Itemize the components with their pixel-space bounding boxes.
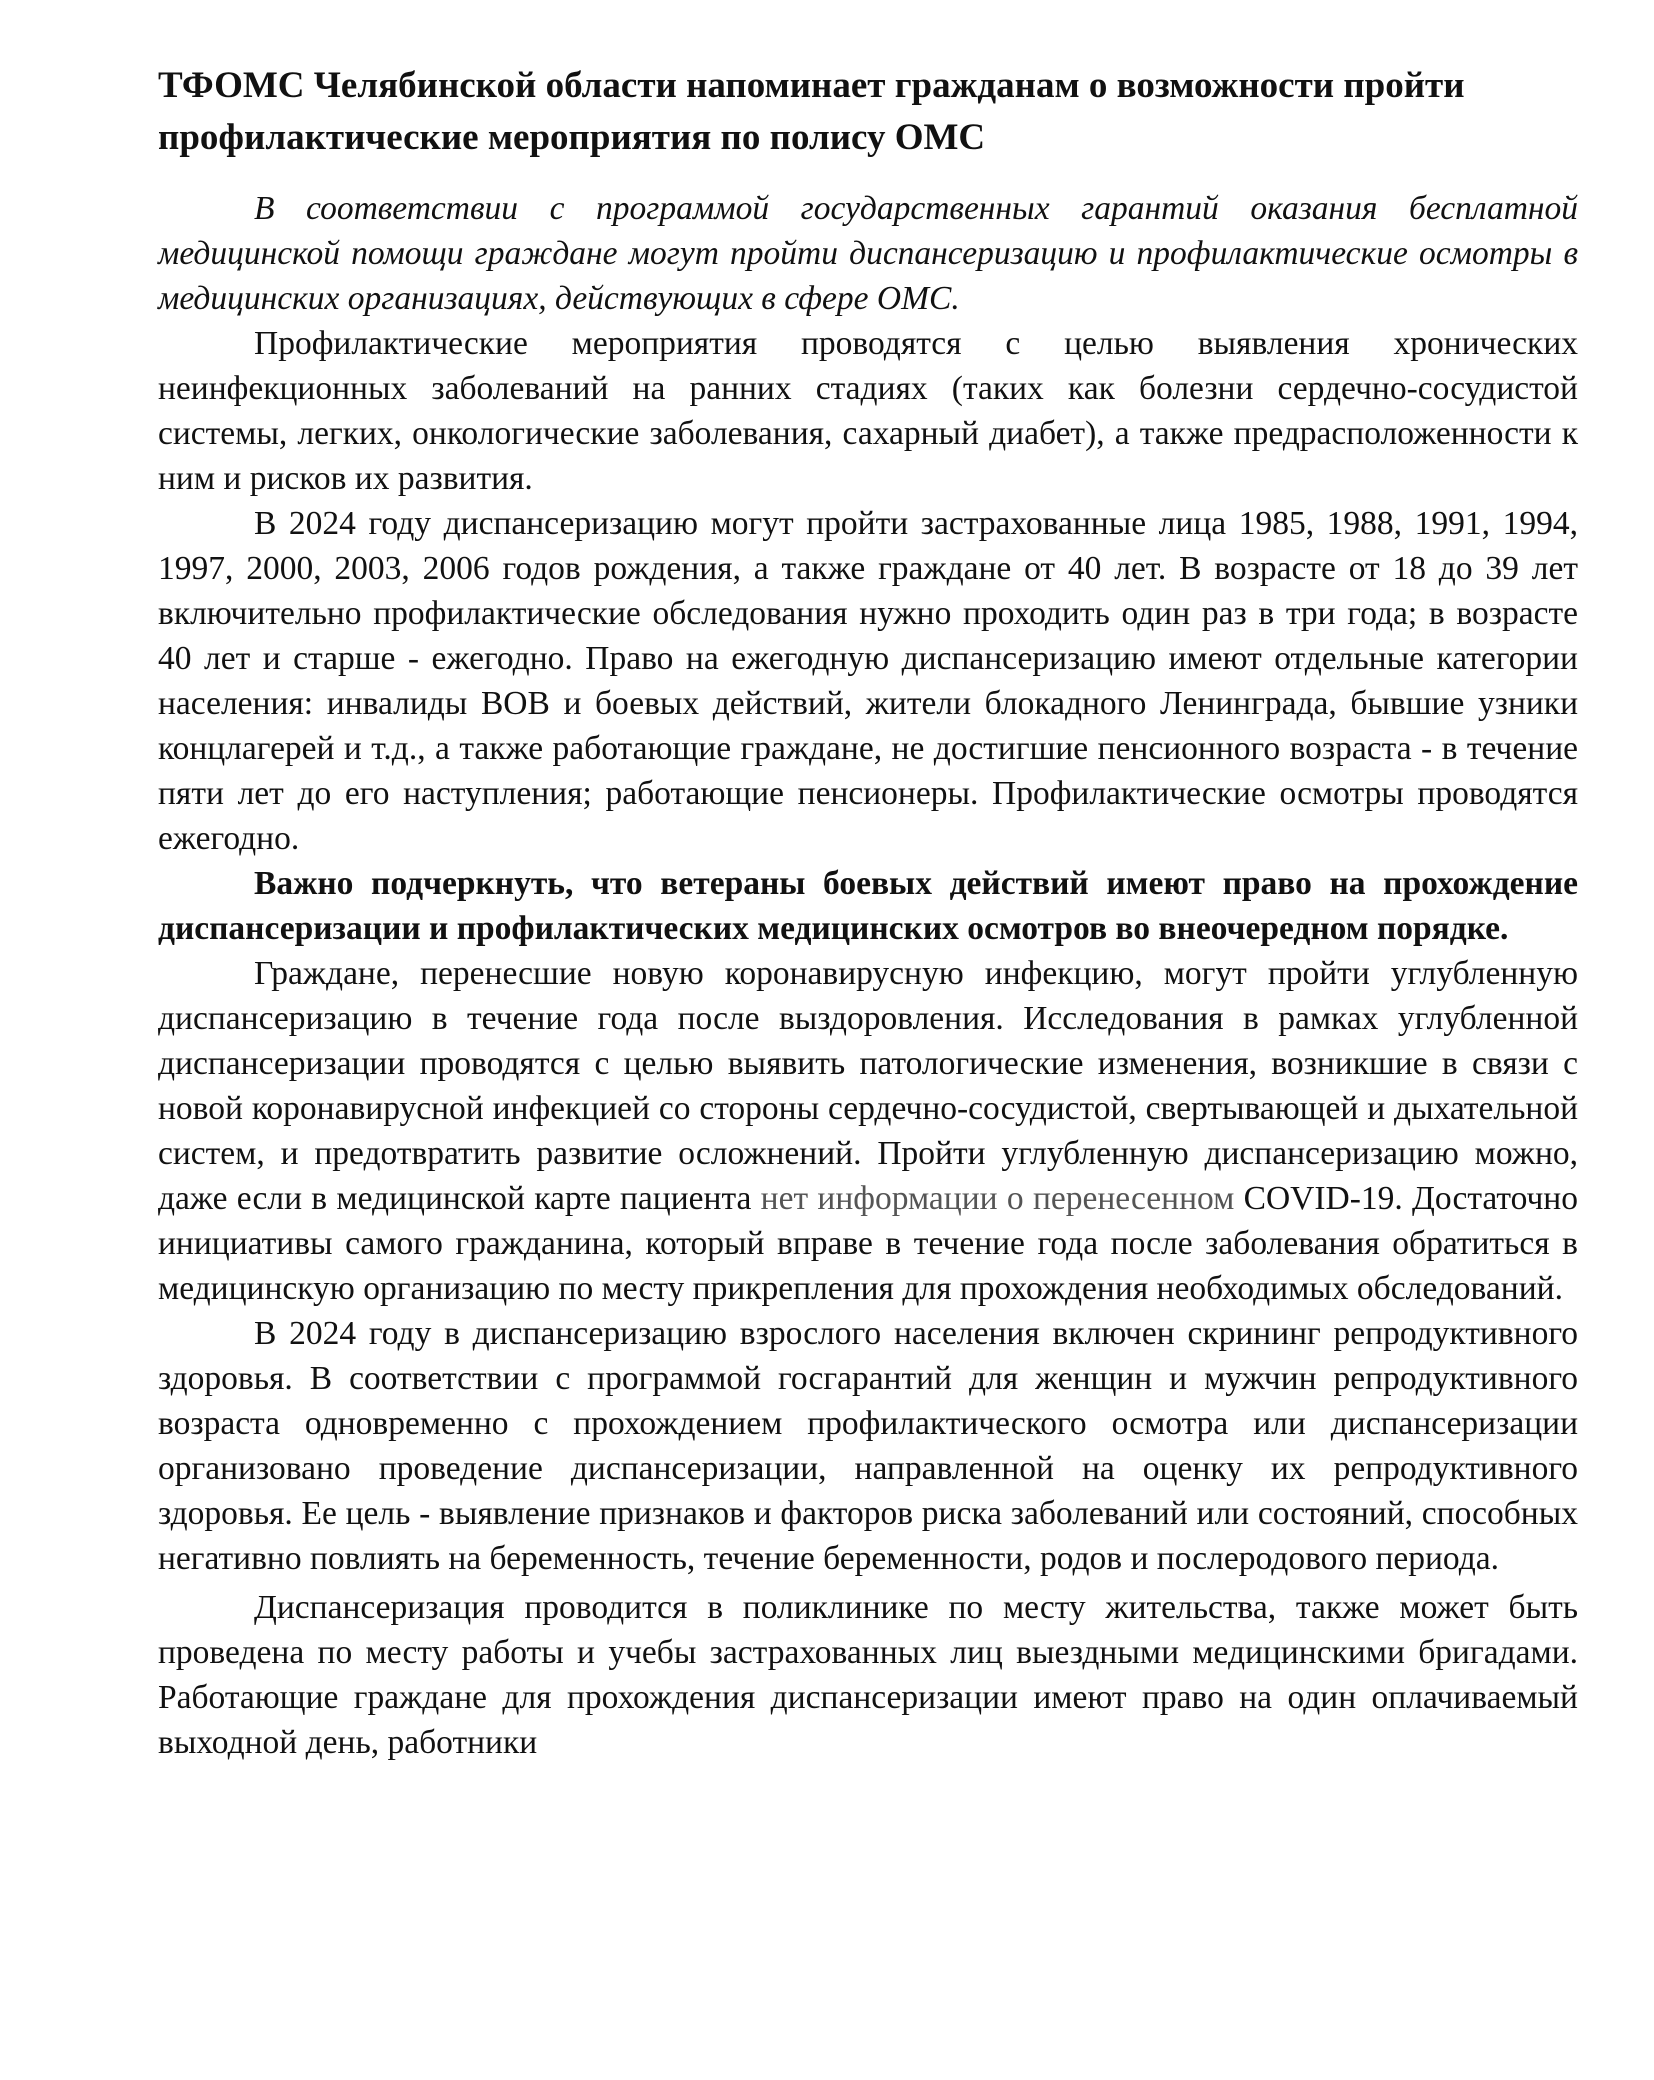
paragraph-purpose: Профилактические мероприятия проводятся с целью выявления хронических неинфекционных заболеваний на ранних стадиях (таких как болезни сердечно-сосудистой системы, легких, онкологические заболевания, сахарный диабет), а также предрасположенности к ним и рисков их развития. <box>158 325 1578 497</box>
paragraph-location: Диспансеризация проводится в поликлинике по месту жительства, также может быть проведена по месту работы и учебы застрахованных лиц выездными медицинскими бригадами. Работающие граждане для прохождения диспансеризации имеют право на один оплачиваемый выходной день, работники <box>158 1589 1578 1761</box>
paragraph-veterans-notice: Важно подчеркнуть, что ветераны боевых действий имеют право на прохождение диспансеризации и профилактических медицинских осмотров во внеочередном порядке. <box>158 865 1578 947</box>
document-body <box>158 60 1578 1765</box>
paragraph-reproductive-screening: В 2024 году в диспансеризацию взрослого населения включен скрининг репродуктивного здоровья. В соответствии с программой госгарантий для женщин и мужчин репродуктивного возраста одновременно с прохождением профилактического осмотра или диспансеризации организовано проведение диспансеризации, направленной на оценку их репродуктивного здоровья. Ее цель - выявление признаков и факторов риска заболеваний или состояний, способных негативно повлиять на беременность, течение беременности, родов и послеродового периода. <box>158 1315 1578 1577</box>
intro-paragraph: В соответствии с программой государственных гарантий оказания бесплатной медицинской помощи граждане могут пройти диспансеризацию и профилактические осмотры в медицинских организациях, действующих в сфере ОМС. <box>158 190 1578 317</box>
paragraph-eligibility: В 2024 году диспансеризацию могут пройти застрахованные лица 1985, 1988, 1991, 1994, 1997, 2000, 2003, 2006 годов рождения, а также граждане от 40 лет. В возрасте от 18 до 39 лет включительно профилактические обследования нужно проходить один раз в три года; в возрасте 40 лет и старше - ежегодно. Право на ежегодную диспансеризацию имеют отдельные категории населения: инвалиды ВОВ и боевых действий, жители блокадного Ленинграда, бывшие узники концлагерей и т.д., а также работающие граждане, не достигшие пенсионного возраста - в течение пяти лет до его наступления; работающие пенсионеры. Профилактические осмотры проводятся ежегодно. <box>158 505 1578 857</box>
document-title: ТФОМС Челябинской области напоминает гражданам о возможности пройти профилактические мероприятия по полису ОМС <box>158 65 1465 158</box>
covid-text-after: COVID-19. Достаточно инициативы самого гражданина, который вправе в течение года после заболевания обратиться в медицинскую организацию по месту прикрепления для прохождения необходимых обследований. <box>158 1180 1578 1307</box>
covid-text-before: Граждане, перенесшие новую коронавирусную инфекцию, могут пройти углубленную диспансеризацию в течение года после выздоровления. Исследования в рамках углубленной диспансеризации проводятся с целью выявить патологические изменения, возникшие в связи с новой коронавирусной инфекцией со стороны сердечно-сосудистой, свертывающей и дыхательной систем, и предотвратить развитие осложнений. Пройти углубленную диспансеризацию можно, даже если в медицинской карте пациента <box>158 955 1578 1217</box>
covid-text-grey: нет информации о перенесенном <box>760 1180 1235 1217</box>
paragraph-covid-screening <box>158 951 1578 1311</box>
